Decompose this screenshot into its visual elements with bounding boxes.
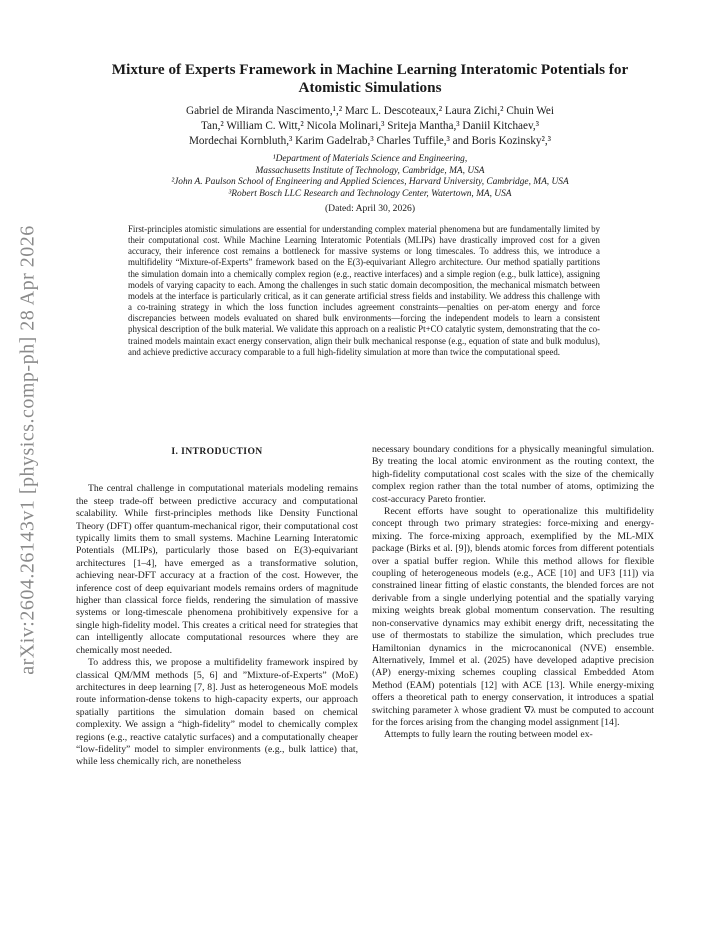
section-heading-introduction: I. INTRODUCTION: [171, 446, 263, 457]
paragraph: To address this, we propose a multifidelity framework inspired by classical QM/MM methods [5, 6] and ”Mixture-of-Experts” (MoE) architectures in deep learning [7, 8]. Just as heterogeneous MoE models route information-dense tokens to high-capacity experts, our approach spatially partitions the simulation domain based on chemical complexity. We assign a “high-fidelity” model to chemically complex regions (e.g., reactive catalytic surfaces) and a computationally cheaper “low-fidelity” model to simpler environments (e.g., bulk lattice) that, while less chemically rich, are nonetheless: [76, 657, 358, 768]
date-line: (Dated: April 30, 2026): [324, 203, 416, 214]
paragraph: Recent efforts have sought to operationalize this multifidelity concept through two primary strategies: force-mixing and energy-mixing. The force-mixing approach, exemplified by the ML-MIX package (Birks et al. [9]), blends atomic forces from different potentials over a spatial buffer region. While this method allows for flexible coupling of heterogeneous models (e.g., ACE [10] and UF3 [11]) via constrained linear fitting of elastic constants, the blended forces are not derivable from a single underlying potential and the spatially varying mixing weights break global momentum conservation. The resulting non-conservative dynamics may exhibit energy drift, necessitating the use of thermostats to stabilize the simulation, which precludes true Hamiltonian dynamics in the microcanonical (NVE) ensemble. Alternatively, Immel et al. (2025) have developed adaptive precision (AP) energy-mixing schemes coupling classical Embedded Atom Method (EAM) potentials [12] with ACE [13]. While energy-mixing offers a theoretical path to energy conservation, it introduces a spatial switching parameter λ whose gradient ∇λ must be computed to account for the forces arising from the changing model assignment [14].: [372, 506, 654, 728]
left-column: [76, 440, 358, 769]
title-line-1: Mixture of Experts Framework in Machine Learning Interatomic Potentials for: [111, 61, 629, 78]
affiliation-1a: ¹Department of Materials Science and Engineering,: [272, 154, 468, 164]
authors-line-2: Tan,² William C. Witt,² Nicola Molinari,³ Sriteja Mantha,³ Daniil Kitchaev,³: [200, 120, 539, 132]
abstract-text: First-principles atomistic simulations are essential for understanding complex material phenomena but are fundamentally limited by their computational cost. While Machine Learning Interatomic Potentials (MLIPs) have drastically improved cost for a given accuracy, their inference cost remains a bottleneck for massive systems or long timescales. To address this, we introduce a multifidelity “Mixture-of-Experts” framework based on the E(3)-equivariant Allegro architecture. Our method spatially partitions the simulation domain into a chemically complex region (e.g., reactive interfaces) and a simple region (e.g., bulk lattice), assigning models of varying capacity to each. Among the challenges in such static domain decomposition, the mechanical mismatch between models at the interface is particularly critical, as it can generate artificial stress fields and instability. We address this challenge with a co-training strategy in which the loss function includes agreement constraints—penalties on per-atom energy and force discrepancies between models evaluated on shared bulk environments—forcing the independent models to learn a consistent physical description of the bulk material. We validate this approach on a realistic Pt+CO catalytic system, demonstrating that the co-trained models maintain exact energy conservation, align their bulk mechanical response (e.g., equation of state and bulk modulus), and achieve predictive accuracy comparable to a full high-fidelity simulation at more than twice the computational speed.: [128, 224, 600, 357]
authors-line-1: Gabriel de Miranda Nascimento,¹,² Marc L. Descoteaux,² Laura Zichi,² Chuin Wei: [185, 105, 554, 117]
affiliation-2: ²John A. Paulson School of Engineering and Applied Sciences, Harvard University, Cambridge, MA, USA: [171, 177, 569, 188]
paragraph: necessary boundary conditions for a physically meaningful simulation. By treating the local atomic environment as the routing context, the high-fidelity computational cost scales with the size of the chemically complex region rather than the total number of atoms, optimizing the cost-accuracy Pareto frontier.: [372, 444, 654, 505]
arxiv-sidebar: [8, 200, 48, 700]
right-column: [372, 444, 654, 742]
abstract: [128, 224, 600, 358]
paragraph: The central challenge in computational materials modeling remains the steep trade-off between predictive accuracy and computational scalability. While first-principles methods like Density Functional Theory (DFT) offer quantum-mechanical rigor, their computational cost typically limits them to small systems. Machine Learning Interatomic Potentials (MLIPs), particularly those based on E(3)-equivariant architectures [1–4], have emerged as a transformative solution, achieving near-DFT accuracy at a fraction of the cost. However, the inference cost of deep equivariant models remains orders of magnitude higher than classical force fields, rendering the simulation of massive systems or long-timescale phenomena prohibitively expensive for a single high-fidelity model. This creates a critical need for strategies that can intelligently allocate computational resources where they are chemically most needed.: [76, 483, 358, 656]
paper-title: [90, 61, 650, 97]
affiliations: [60, 154, 680, 200]
title-line-2: Atomistic Simulations: [298, 79, 442, 96]
author-list: [100, 104, 640, 149]
arxiv-identifier: arXiv:2604.26143v1 [physics.comp-ph] 28 Apr 2026: [16, 225, 39, 675]
paragraph: Attempts to fully learn the routing between model ex-: [384, 729, 593, 741]
authors-line-3: Mordechai Kornbluth,³ Karim Gadelrab,³ Charles Tuffile,³ and Boris Kozinsky²,³: [188, 135, 552, 147]
affiliation-1b: Massachusetts Institute of Technology, Cambridge, MA, USA: [255, 165, 485, 176]
affiliation-3: ³Robert Bosch LLC Research and Technology Center, Watertown, MA, USA: [228, 188, 512, 199]
